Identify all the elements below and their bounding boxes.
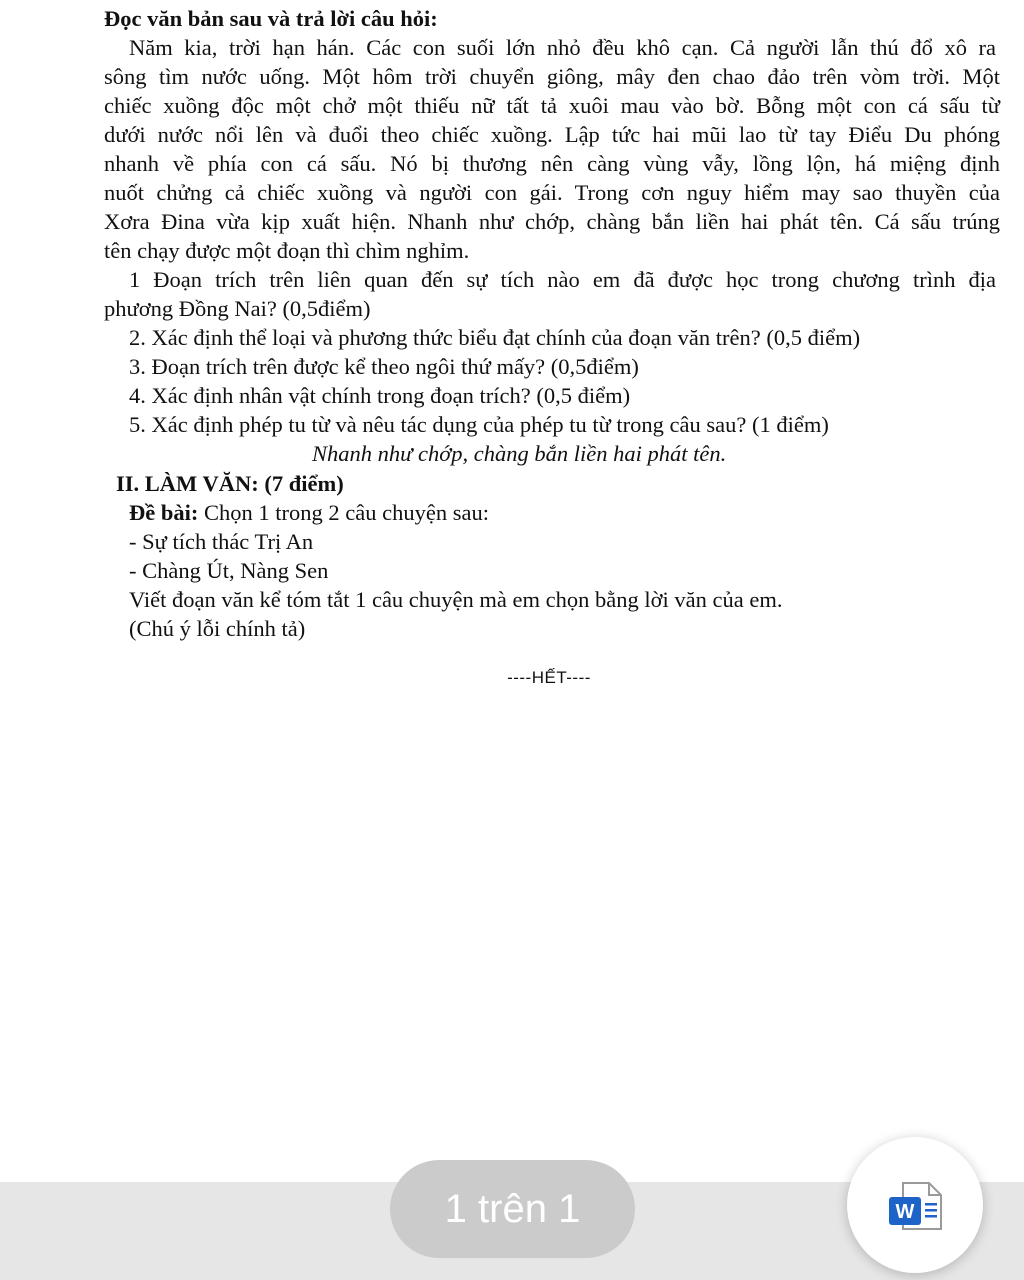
passage-line: chiếc xuồng độc một chở một thiếu nữ tất tả xuôi mau vào bờ. Bỗng một con cá sấu từ	[104, 93, 1000, 118]
question-1-continued: phương Đồng Nai? (0,5điểm)	[104, 296, 371, 321]
story-option: - Sự tích thác Trị An	[129, 529, 314, 554]
passage-line: Xơra Đina vừa kịp xuất hiện. Nhanh như chớp, chàng bắn liền hai phát tên. Cá sấu trúng	[104, 209, 1000, 234]
writing-instruction: Viết đoạn văn kể tóm tắt 1 câu chuyện mà em chọn bằng lời văn của em.	[129, 587, 783, 612]
reading-heading: Đọc văn bản sau và trả lời câu hỏi:	[104, 6, 438, 31]
word-document-icon	[889, 1181, 943, 1231]
spelling-note: (Chú ý lỗi chính tả)	[129, 616, 306, 641]
section-two-title: II. LÀM VĂN: (7 điểm)	[116, 471, 344, 496]
passage-line: dưới nước nổi lên và đuổi theo chiếc xuồng. Lập tức hai mũi lao từ tay Điểu Du phóng	[104, 122, 1000, 147]
passage-line: nuốt chửng cả chiếc xuồng và người con gái. Trong cơn nguy hiểm may sao thuyền của	[104, 180, 1000, 205]
quoted-sentence: Nhanh như chớp, chàng bắn liền hai phát tên.	[312, 441, 727, 466]
question-5: 5. Xác định phép tu từ và nêu tác dụng của phép tu từ trong câu sau? (1 điểm)	[129, 412, 829, 437]
prompt-text: Chọn 1 trong 2 câu chuyện sau:	[198, 500, 489, 525]
open-in-word-button[interactable]	[847, 1137, 983, 1273]
essay-prompt	[129, 498, 1024, 527]
page-indicator: 1 trên 1	[390, 1160, 635, 1258]
story-option: - Chàng Út, Nàng Sen	[129, 558, 329, 583]
passage-line: tên chạy được một đoạn thì chìm nghỉm.	[104, 238, 470, 263]
end-mark: ----HẾT----	[507, 668, 591, 687]
question-4: 4. Xác định nhân vật chính trong đoạn trích? (0,5 điểm)	[129, 383, 631, 408]
prompt-label: Đề bài:	[129, 500, 199, 525]
passage-line: nhanh về phía con cá sấu. Nó bị thương nên càng vùng vẫy, lồng lộn, há miệng định	[104, 151, 1000, 176]
question-2: 2. Xác định thể loại và phương thức biểu đạt chính của đoạn văn trên? (0,5 điểm)	[129, 325, 861, 350]
question-1: 1 Đoạn trích trên liên quan đến sự tích nào em đã được học trong chương trình địa	[129, 267, 996, 292]
word-letter: W	[895, 1201, 915, 1223]
passage-line: Năm kia, trời hạn hán. Các con suối lớn nhỏ đều khô cạn. Cả người lẫn thú đổ xô ra	[129, 35, 996, 60]
question-3: 3. Đoạn trích trên được kể theo ngôi thứ mấy? (0,5điểm)	[129, 354, 639, 379]
passage-line: sông tìm nước uống. Một hôm trời chuyển giông, mây đen chao đảo trên vòm trời. Một	[104, 64, 1000, 89]
